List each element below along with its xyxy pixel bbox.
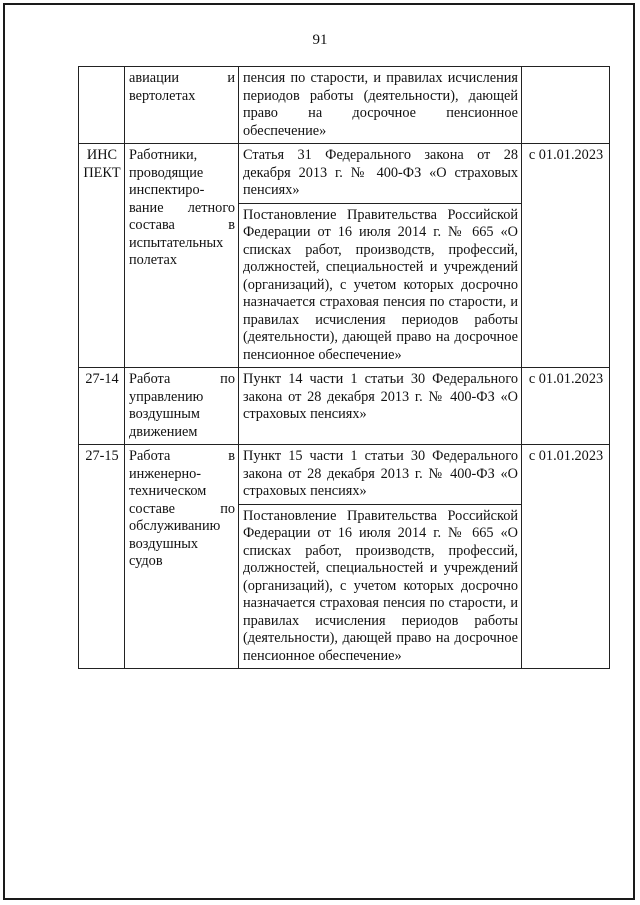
row-legal-basis: Пункт 14 части 1 статьи 30 Федерального закона от 28 декабря 2013 г. № 400-ФЗ «О страховых пенсиях» xyxy=(239,368,522,445)
row-work-description: авиации и вертолетах xyxy=(125,67,239,144)
row-effective-date: с 01.01.2023 xyxy=(522,445,610,669)
row-work-description: Работа в инженерно-техническом составе по обслуживанию воздушных судов xyxy=(125,445,239,669)
row-code xyxy=(79,67,125,144)
row-code: ИНС ПЕКТ xyxy=(79,144,125,368)
row-code: 27-15 xyxy=(79,445,125,669)
table-row xyxy=(79,67,610,144)
row-work-description: Работа по управлению воздушным движением xyxy=(125,368,239,445)
pension-list-table xyxy=(78,66,610,669)
row-code: 27-14 xyxy=(79,368,125,445)
row-legal-basis: Постановление Правительства Российской Федерации от 16 июля 2014 г. № 665 «О списках работ, производств, профессий, должностей, специальностей и учреждений (организаций), с учетом которых досрочно назначается страховая пенсия по старости, и правилах исчисления периодов работы (деятельности), дающей право на досрочное пенсионное обеспечение» xyxy=(239,504,522,669)
row-legal-basis: Пункт 15 части 1 статьи 30 Федерального закона от 28 декабря 2013 г. № 400-ФЗ «О страховых пенсиях» xyxy=(239,445,522,505)
page-number: 91 xyxy=(312,32,328,48)
table-row xyxy=(79,144,610,204)
table-row xyxy=(79,445,610,505)
row-work-description: Работники, проводящие инспектиро-вание летного состава в испытательных полетах xyxy=(125,144,239,368)
row-effective-date: с 01.01.2023 xyxy=(522,368,610,445)
row-effective-date: с 01.01.2023 xyxy=(522,144,610,368)
row-legal-basis: Статья 31 Федерального закона от 28 декабря 2013 г. № 400-ФЗ «О страховых пенсиях» xyxy=(239,144,522,204)
table-row xyxy=(79,368,610,445)
row-effective-date xyxy=(522,67,610,144)
row-legal-basis: пенсия по старости, и правилах исчисления периодов работы (деятельности), дающей право на досрочное пенсионное обеспечение» xyxy=(239,67,522,144)
row-legal-basis: Постановление Правительства Российской Федерации от 16 июля 2014 г. № 665 «О списках работ, производств, профессий, должностей, специальностей и учреждений (организаций), с учетом которых досрочно назначается страховая пенсия по старости, и правилах исчисления периодов работы (деятельности), дающей право на досрочное пенсионное обеспечение» xyxy=(239,203,522,368)
